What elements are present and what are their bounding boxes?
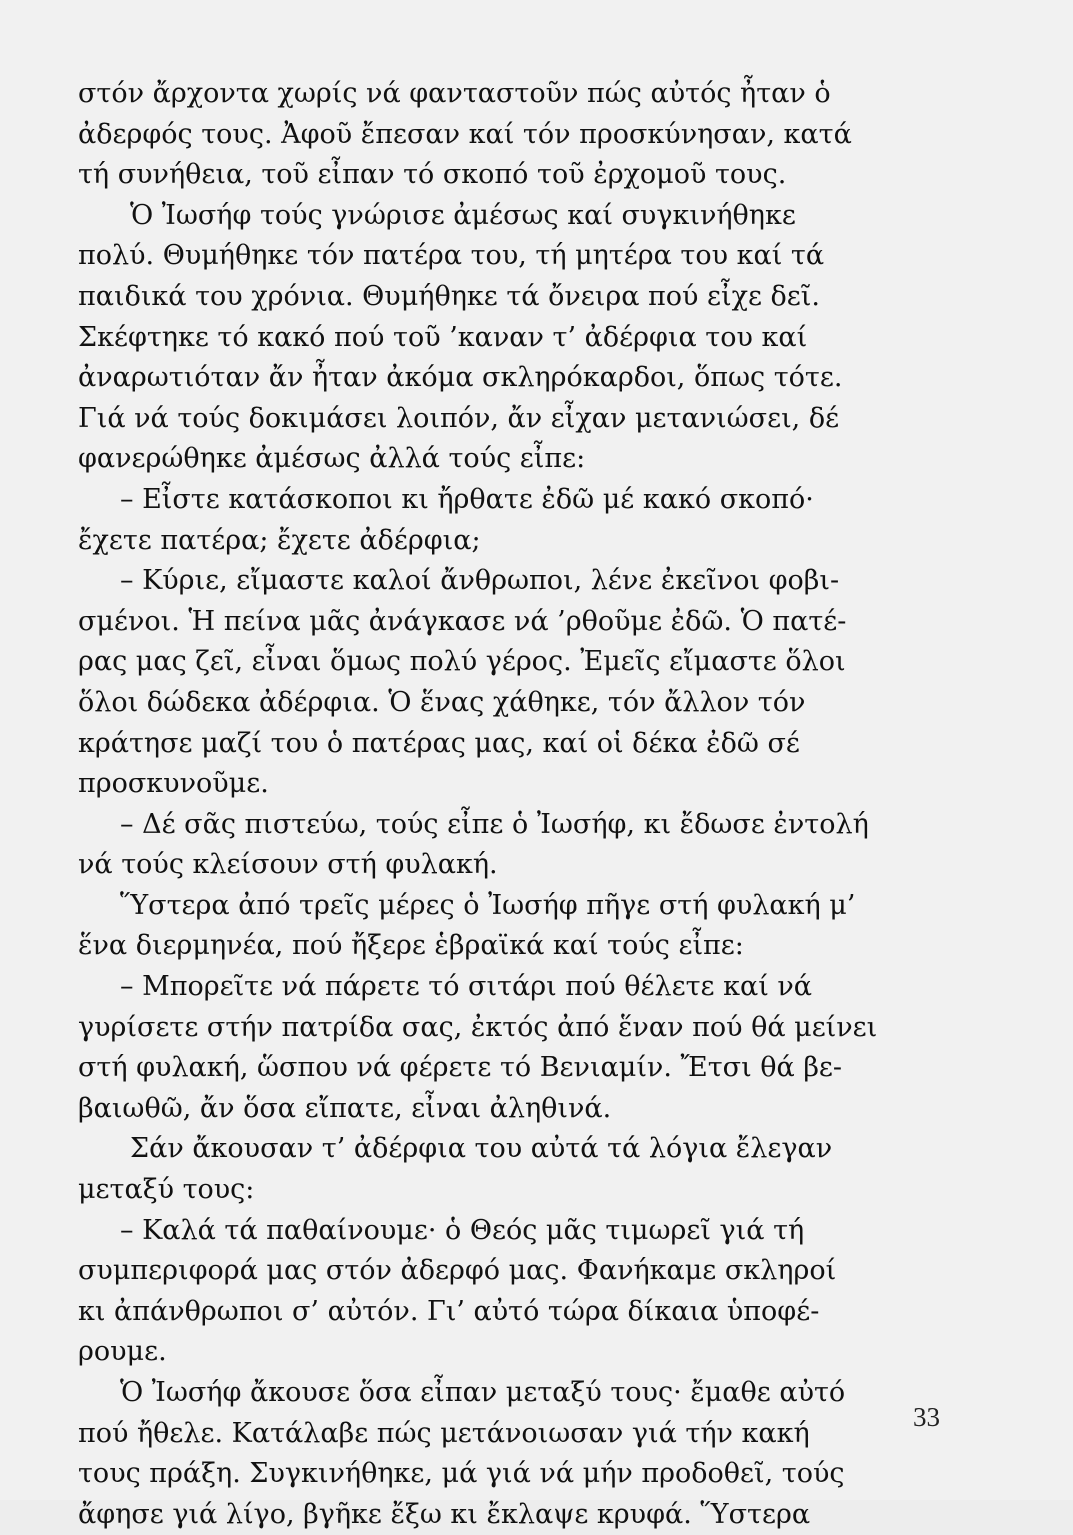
text-line: ρουμε. (78, 1336, 167, 1368)
body-text (78, 74, 936, 1535)
text-line: τους πράξη. Συγκινήθηκε, μά γιά νά μήν προδοθεῖ, τούς (78, 1458, 845, 1490)
dialogue-line: – Μπορεῖτε νά πάρετε τό σιτάρι πού θέλετε καί νά (120, 971, 813, 1003)
text-line: Ὕστερα ἀπό τρεῖς μέρες ὁ Ἰωσήφ πῆγε στή φυλακή μ’ (120, 889, 856, 921)
text-line: γυρίσετε στήν πατρίδα σας, ἐκτός ἀπό ἕναν πού θά μείνει (78, 1011, 878, 1043)
text-line: στόν ἄρχοντα χωρίς νά φανταστοῦν πώς αὐτός ἦταν ὁ (78, 78, 831, 109)
text-line: παιδικά του χρόνια. Θυμήθηκε τά ὄνειρα πού εἶχε δεῖ. (78, 280, 820, 312)
text-line: τή συνήθεια, τοῦ εἶπαν τό σκοπό τοῦ ἐρχομοῦ τους. (78, 159, 787, 191)
text-line: σμένοι. Ἡ πείνα μᾶς ἀνάγκασε νά ’ρθοῦμε ἐδῶ. Ὁ πατέ- (78, 605, 847, 637)
text-line: κράτησε μαζί του ὁ πατέρας μας, καί οἱ δέκα ἐδῶ σέ (78, 727, 800, 759)
text-line: Ὁ Ἰωσήφ ἄκουσε ὅσα εἶπαν μεταξύ τους· ἔμαθε αὐτό (120, 1377, 846, 1408)
text-line: ἕνα διερμηνέα, πού ἤξερε ἑβραϊκά καί τούς εἶπε: (78, 930, 744, 962)
text-line: Ὁ Ἰωσήφ τούς γνώρισε ἀμέσως καί συγκινήθηκε (130, 199, 796, 231)
text-line: φανερώθηκε ἀμέσως ἀλλά τούς εἶπε: (78, 443, 586, 475)
text-line: πολύ. Θυμήθηκε τόν πατέρα του, τή μητέρα του καί τά (78, 240, 825, 272)
dialogue-line: – Καλά τά παθαίνουμε· ὁ Θεός μᾶς τιμωρεῖ γιά τή (120, 1214, 805, 1246)
text-line: ἀναρωτιόταν ἄν ἦταν ἀκόμα σκληρόκαρδοι, ὅπως τότε. (78, 362, 843, 394)
text-line: ὅλοι δώδεκα ἀδέρφια. Ὁ ἕνας χάθηκε, τόν ἄλλον τόν (78, 686, 806, 718)
text-line: Γιά νά τούς δοκιμάσει λοιπόν, ἄν εἶχαν μετανιώσει, δέ (78, 402, 840, 434)
text-line: Σκέφτηκε τό κακό πού τοῦ ’καναν τ’ ἀδέρφια του καί (78, 321, 808, 353)
text-line: προσκυνοῦμε. (78, 768, 269, 800)
text-line: νά τούς κλείσουν στή φυλακή. (78, 849, 498, 881)
text-line: μεταξύ τους: (78, 1174, 255, 1206)
dialogue-line: – Δέ σᾶς πιστεύω, τούς εἶπε ὁ Ἰωσήφ, κι ἔδωσε ἐντολή (120, 808, 869, 840)
text-line: πού ἤθελε. Κατάλαβε πώς μετάνοιωσαν γιά τήν κακή (78, 1417, 810, 1449)
text-line: κι ἀπάνθρωποι σ’ αὐτόν. Γι’ αὐτό τώρα δίκαια ὑποφέ- (78, 1295, 820, 1327)
text-line: Σάν ἄκουσαν τ’ ἀδέρφια του αὐτά τά λόγια ἔλεγαν (130, 1133, 833, 1165)
text-line: στή φυλακή, ὥσπου νά φέρετε τό Βενιαμίν. Ἔτσι θά βε- (78, 1052, 843, 1084)
text-line: ρας μας ζεῖ, εἶναι ὅμως πολύ γέρος. Ἐμεῖς εἴμαστε ὅλοι (78, 646, 846, 678)
text-line: συμπεριφορά μας στόν ἀδερφό μας. Φανήκαμε σκληροί (78, 1255, 837, 1287)
text-line: βαιωθῶ, ἄν ὅσα εἴπατε, εἶναι ἀληθινά. (78, 1092, 612, 1124)
text-line: ἄφησε γιά λίγο, βγῆκε ἔξω κι ἔκλαψε κρυφά. Ὕστερα (78, 1498, 811, 1530)
page-number: 33 (913, 1402, 940, 1432)
dialogue-line: – Κύριε, εἴμαστε καλοί ἄνθρωποι, λένε ἐκεῖνοι φοβι- (120, 565, 840, 597)
dialogue-line: – Εἶστε κατάσκοποι κι ἤρθατε ἐδῶ μέ κακό σκοπό· (120, 483, 814, 515)
text-line: ἔχετε πατέρα; ἔχετε ἀδέρφια; (78, 524, 481, 556)
text-line: ἀδερφός τους. Ἀφοῦ ἔπεσαν καί τόν προσκύνησαν, κατά (78, 118, 852, 150)
